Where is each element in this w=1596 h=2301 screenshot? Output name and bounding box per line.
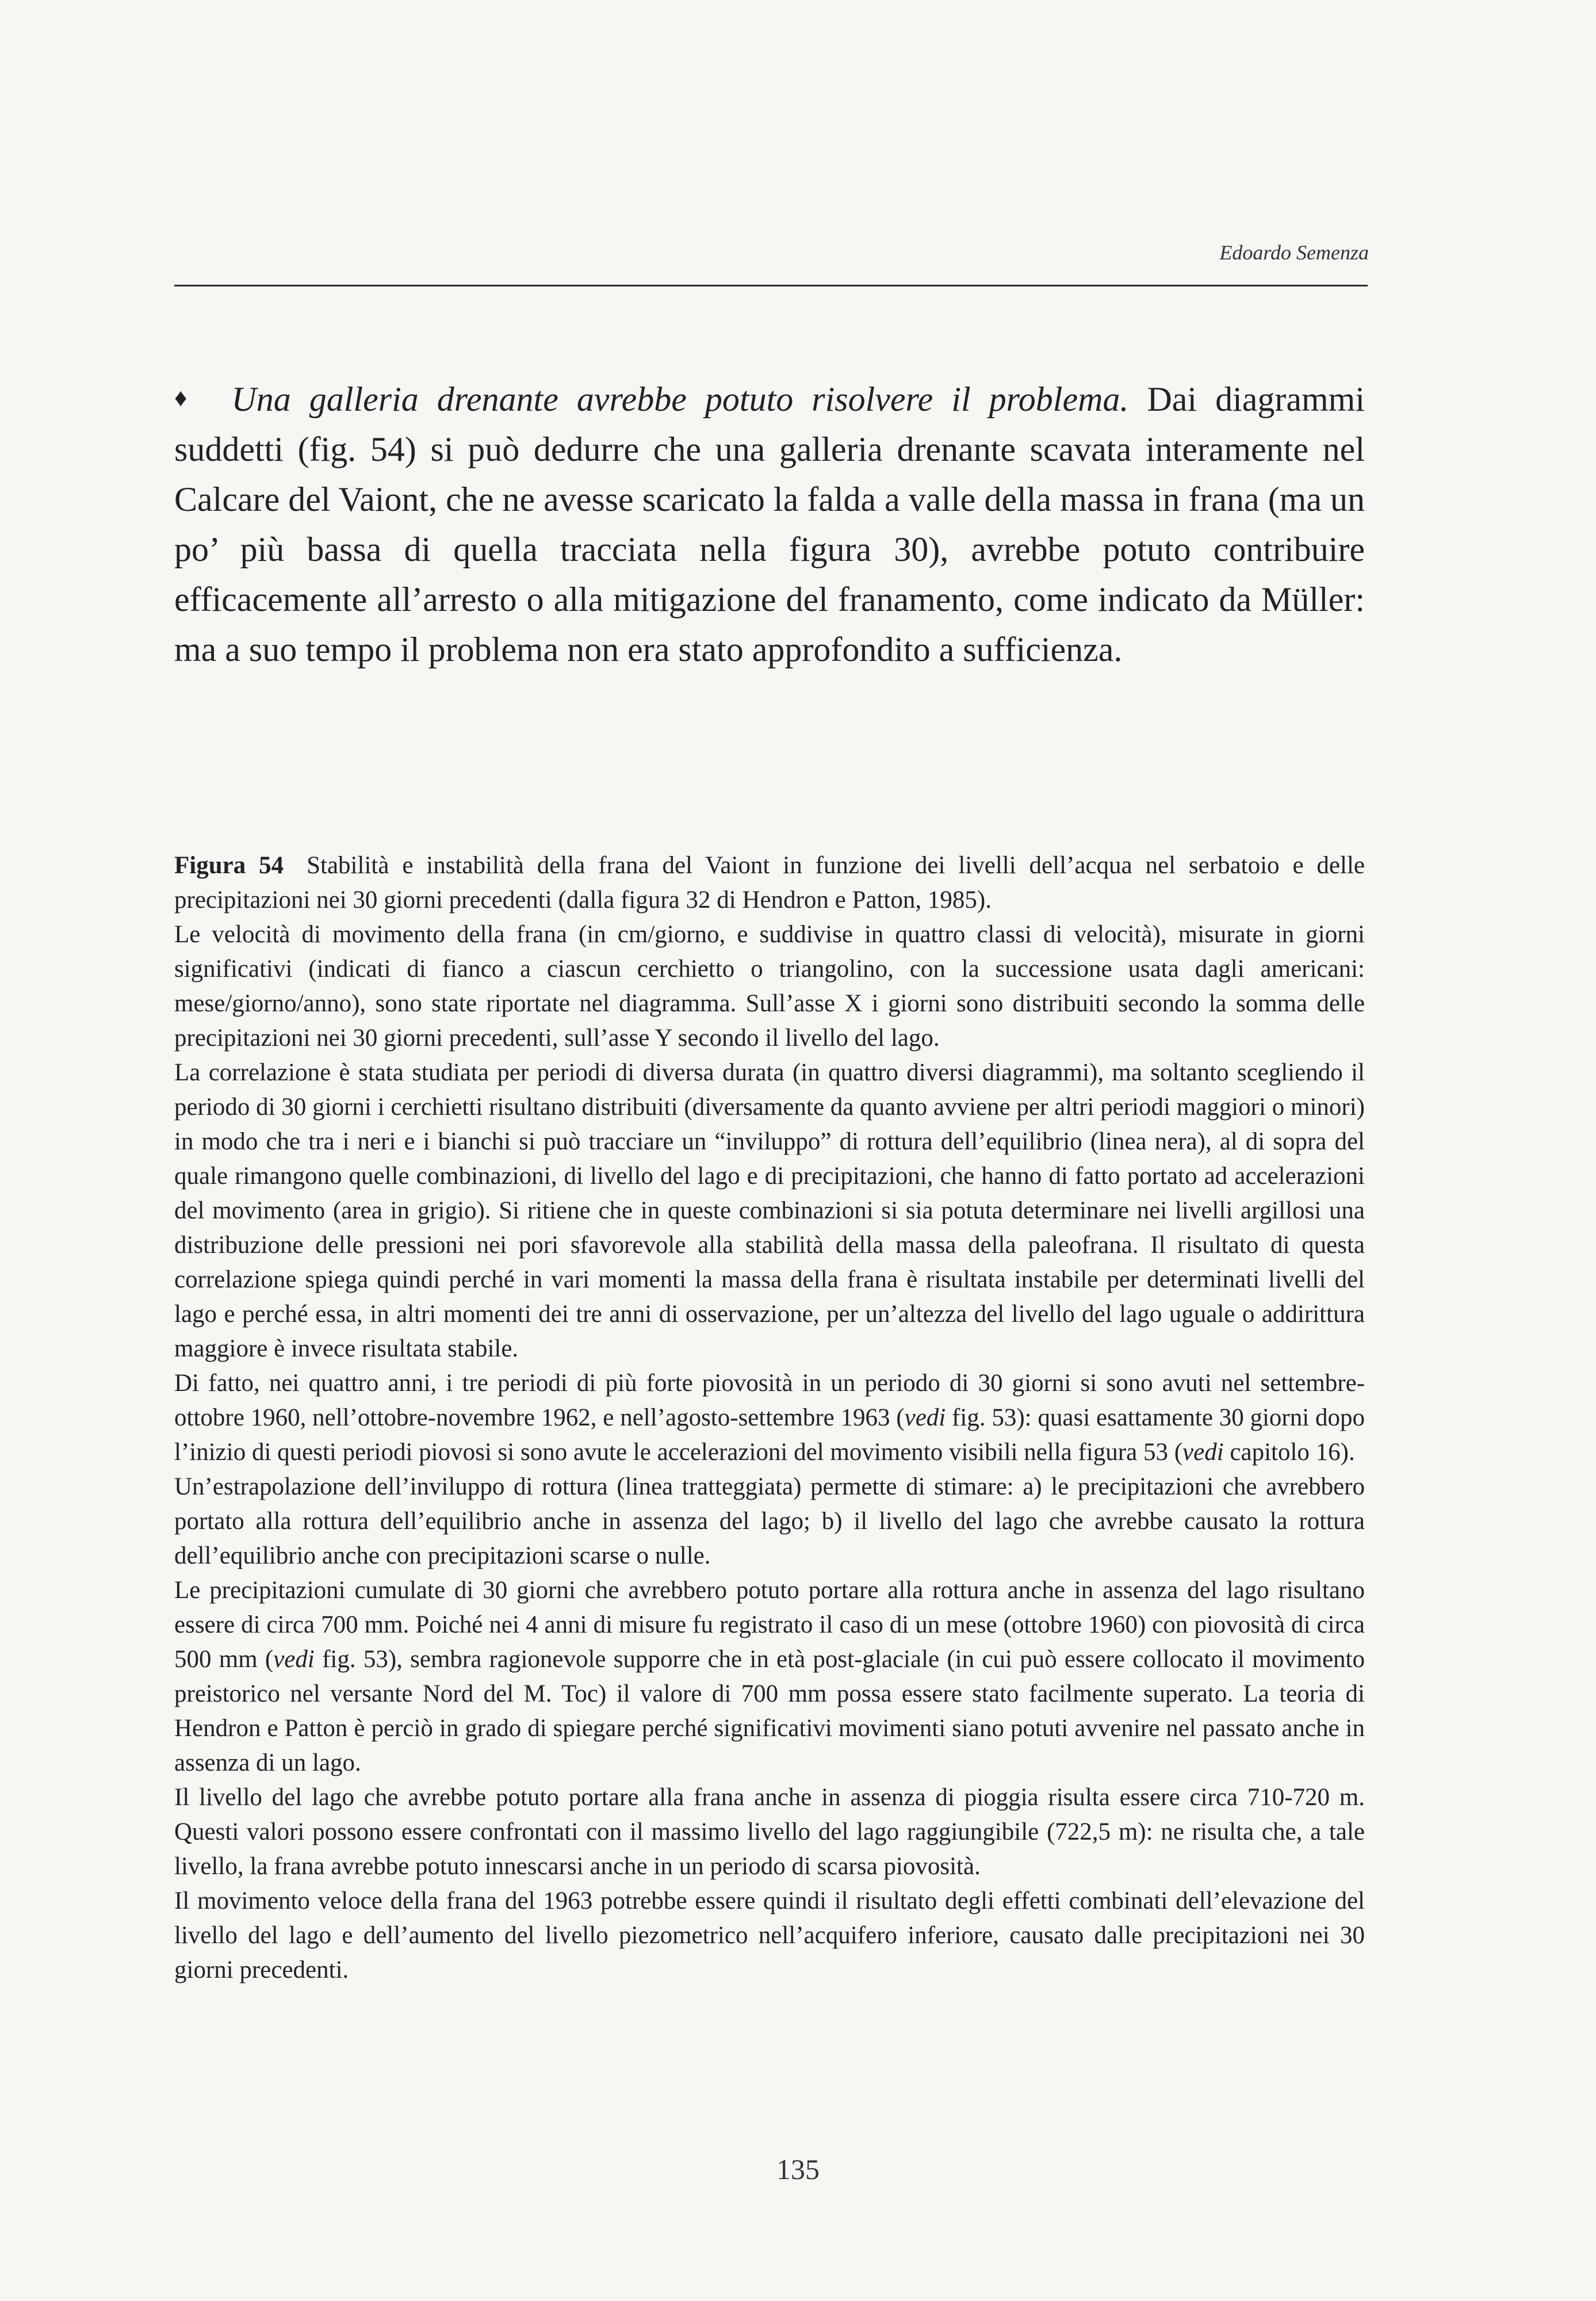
body-paragraph: [174, 373, 1365, 675]
diamond-bullet-icon: ♦: [174, 384, 197, 412]
caption-italic: vedi: [904, 1404, 946, 1431]
caption-text: capitolo 16).: [1223, 1439, 1355, 1466]
paragraph-text: Dai diagrammi suddetti (fig. 54) si può dedurre che una galleria drenante scavata interamente nel Calcare del Vaiont, che ne avesse scaricato la falda a valle della massa in frana (ma un po’ più bassa di quella tracciata nella figura 30), avrebbe potuto contribuire efficacemente all’arresto o alla mitigazione del franamento, come indicato da Müller: ma a suo tempo il problema non era stato approfondito a sufficienza.: [174, 380, 1365, 668]
caption-paragraph-4: Un’estrapolazione dell’inviluppo di rottura (linea tratteggiata) permette di stimare: a) le precipitazioni che avrebbero portato alla rottura dell’equilibrio anche in assenza del lago; b) il livello del lago che avrebbe causato la rottura dell’equilibrio anche con precipitazioni scarse o nulle.: [174, 1473, 1365, 1569]
caption-italic: vedi: [273, 1646, 315, 1673]
running-head: Edoardo Semenza: [1219, 241, 1369, 264]
figure-caption: [174, 848, 1365, 1987]
figure-label: Figura 54: [174, 852, 284, 879]
paragraph-lead: Una galleria drenante avrebbe potuto risolvere il problema.: [231, 380, 1129, 418]
caption-title-paragraph: [174, 848, 1365, 918]
caption-title: Stabilità e instabilità della frana del Vaiont in funzione dei livelli dell’acqua nel serbatoio e delle precipitazioni nei 30 giorni precedenti (dalla figura 32 di Hendron e Patton, 1985).: [174, 852, 1365, 913]
header-rule: [174, 285, 1368, 286]
caption-paragraph-3: [174, 1366, 1365, 1470]
caption-paragraph-2: La correlazione è stata studiata per periodi di diversa durata (in quattro diversi diagrammi), ma soltanto scegliendo il periodo di 30 giorni i cerchietti risultano distribuiti (diversamente da quanto avviene per altri periodi maggiori o minori) in modo che tra i neri e i bianchi si può tracciare un “inviluppo” di rottura dell’equilibrio (linea nera), al di sopra del quale rimangono quelle combinazioni, di livello del lago e di precipitazioni, che hanno di fatto portato ad accelerazioni del movimento (area in grigio). Si ritiene che in queste combinazioni si sia potuta determinare nei livelli argillosi una distribuzione delle pressioni nei pori sfavorevole alla stabilità della massa della paleofrana. Il risultato di questa correlazione spiega quindi perché in vari momenti la massa della frana è risultata instabile per determinati livelli del lago e perché essa, in altri momenti dei tre anni di osservazione, per un’altezza del livello del lago uguale o addirittura maggiore è invece risultata stabile.: [174, 1059, 1365, 1362]
caption-paragraph-6: Il livello del lago che avrebbe potuto portare alla frana anche in assenza di pioggia risulta essere circa 710-720 m. Questi valori possono essere confrontati con il massimo livello del lago raggiungibile (722,5 m): ne risulta che, a tale livello, la frana avrebbe potuto innescarsi anche in un periodo di scarsa piovosità.: [174, 1784, 1365, 1880]
caption-text: Le precipitazioni cumulate di 30 giorni che avrebbero potuto portare alla rottura anche in assenza del lago risultano essere di circa 700 mm. Poiché nei 4 anni di misure fu registrato il caso di un mese (ottobre 1960) con piovosità di circa 500 mm (: [174, 1577, 1365, 1673]
caption-paragraph-5: [174, 1573, 1365, 1780]
caption-text: fig. 53), sembra ragionevole supporre che in età post-glaciale (in cui può essere collocato il movimento preistorico nel versante Nord del M. Toc) il valore di 700 mm possa essere stato facilmente superato. La teoria di Hendron e Patton è perciò in grado di spiegare perché significativi movimenti siano potuti avvenire nel passato anche in assenza di un lago.: [174, 1646, 1365, 1776]
caption-text: fig. 53): quasi esattamente 30 giorni dopo l’inizio di questi periodi piovosi si sono avute le accelerazioni del movimento visibili nella figura 53 (: [174, 1404, 1365, 1466]
caption-paragraph-7: Il movimento veloce della frana del 1963 potrebbe essere quindi il risultato degli effetti combinati dell’elevazione del livello del lago e dell’aumento del livello piezometrico nell’acquifero inferiore, causato dalle precipitazioni nei 30 giorni precedenti.: [174, 1887, 1365, 1983]
caption-paragraph-1: Le velocità di movimento della frana (in cm/giorno, e suddivise in quattro classi di velocità), misurate in giorni significativi (indicati di fianco a ciascun cerchietto o triangolino, con la successione usata dagli americani: mese/giorno/anno), sono state riportate nel diagramma. Sull’asse X i giorni sono distribuiti secondo la somma delle precipitazioni nei 30 giorni precedenti, sull’asse Y secondo il livello del lago.: [174, 921, 1365, 1052]
page-number: 135: [776, 2153, 820, 2185]
caption-text: Di fatto, nei quattro anni, i tre periodi di più forte piovosità in un periodo di 30 giorni si sono avuti nel settembre-ottobre 1960, nell’ottobre-novembre 1962, e nell’agosto-settembre 1963 (: [174, 1370, 1365, 1431]
caption-italic: vedi: [1182, 1439, 1224, 1466]
